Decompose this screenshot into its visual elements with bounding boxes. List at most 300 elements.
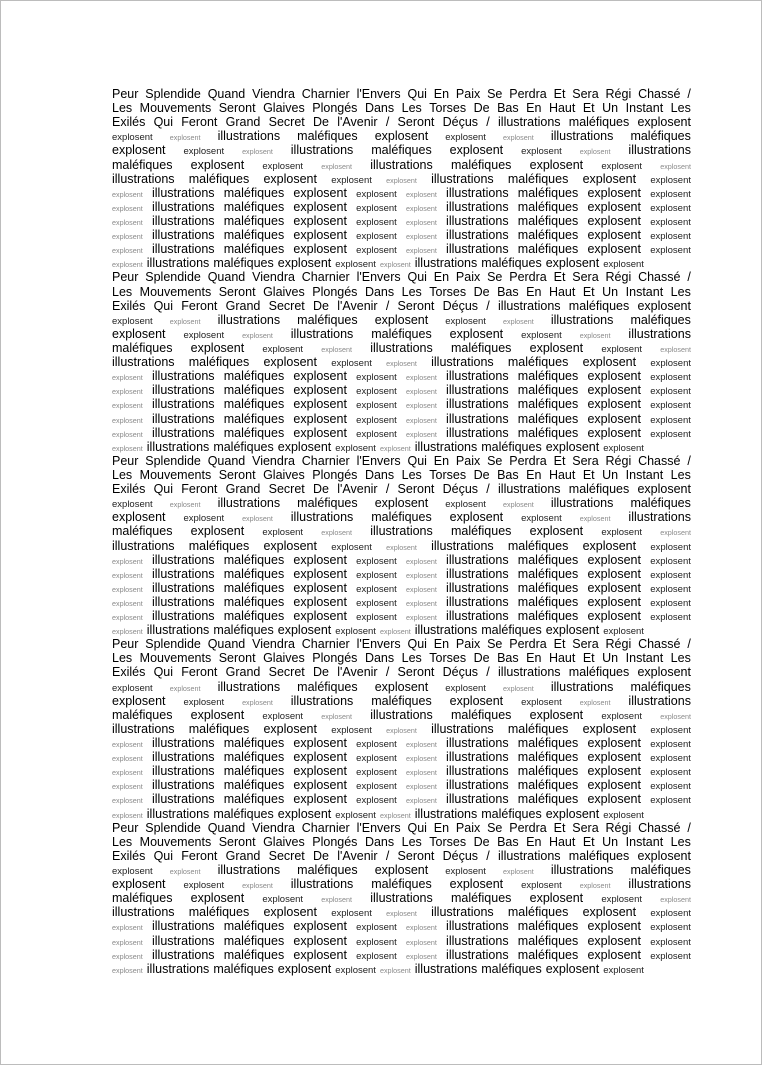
word-explosent: explosent [587, 792, 641, 807]
verse-line [112, 101, 691, 115]
verse-word: Plongés [312, 834, 358, 849]
word-malefiques: maléfiques [450, 891, 512, 906]
verse-line [112, 651, 691, 665]
word-explosent: explosent [112, 937, 143, 947]
verse-word: Glaives [263, 284, 305, 299]
pattern-line [112, 228, 691, 242]
word-malefiques: maléfiques [223, 933, 285, 948]
pattern-line [112, 905, 691, 919]
verse-word: Régi [605, 270, 632, 285]
verse-word: Quand [207, 820, 246, 835]
verse-word: Un [602, 467, 619, 482]
verse-word: l'Avenir [337, 482, 378, 497]
word-explosent: explosent [587, 778, 641, 793]
verse-word: Plongés [312, 284, 358, 299]
verse-word: explosent [637, 665, 691, 680]
word-explosent: explosent [293, 792, 347, 807]
word-explosent: explosent [650, 372, 691, 384]
word-illustrations: illustrations [217, 863, 281, 878]
pattern-line [112, 891, 691, 905]
verse-word: Dans [364, 101, 395, 116]
word-illustrations: illustrations [152, 580, 215, 595]
word-illustrations: illustrations [370, 157, 433, 172]
verse-word: Déçus [442, 298, 479, 313]
verse-line [112, 285, 691, 299]
word-illustrations: illustrations [290, 326, 354, 341]
word-malefiques: maléfiques [517, 594, 579, 609]
verse-word: Seront [397, 482, 435, 497]
word-illustrations: illustrations [217, 129, 281, 144]
word-malefiques: maléfiques [517, 736, 579, 751]
word-malefiques: maléfiques [507, 538, 569, 553]
word-malefiques: maléfiques [223, 242, 285, 257]
verse-word: Qui [407, 270, 427, 285]
word-explosent: explosent [650, 386, 691, 398]
word-illustrations: illustrations [431, 721, 494, 736]
word-explosent: explosent [650, 936, 691, 948]
word-explosent: explosent [190, 891, 245, 906]
verse-word: Seront [218, 834, 256, 849]
word-explosent: explosent [262, 527, 304, 539]
word-illustrations: illustrations [152, 397, 215, 412]
word-explosent: explosent [331, 358, 372, 370]
verse-word: En [433, 453, 450, 468]
word-explosent: explosent [356, 922, 397, 934]
word-explosent: explosent [650, 597, 691, 609]
verse-word: Se [487, 453, 503, 468]
verse-word: Seront [397, 298, 435, 313]
verse-word: Qui [407, 637, 427, 652]
word-explosent: explosent [331, 541, 372, 553]
verse-word: / [486, 665, 490, 680]
verse-word: Feront [181, 665, 218, 680]
word-explosent: explosent [650, 414, 691, 426]
word-illustrations: illustrations [446, 383, 509, 398]
verse-word: Paix [455, 270, 481, 285]
word-malefiques: maléfiques [517, 566, 579, 581]
verse-word: Peur [112, 820, 139, 835]
word-malefiques: maléfiques [371, 877, 432, 892]
word-malefiques: maléfiques [188, 905, 250, 920]
word-explosent: explosent [650, 555, 691, 567]
verse-word: Régi [605, 820, 632, 835]
word-illustrations: illustrations [550, 863, 614, 878]
word-explosent: explosent [183, 146, 225, 158]
verse-word: Splendide [145, 270, 201, 285]
word-malefiques: maléfiques [223, 552, 285, 567]
word-explosent: explosent [406, 584, 437, 594]
word-illustrations: illustrations [217, 679, 281, 694]
word-explosent: explosent [277, 439, 332, 454]
word-malefiques: maléfiques [112, 707, 173, 722]
pattern-line [112, 242, 691, 256]
verse-word: Exilés [112, 482, 146, 497]
verse-word: Les [401, 101, 422, 116]
word-explosent: explosent [190, 157, 245, 172]
word-explosent: explosent [112, 499, 153, 511]
pattern-line [112, 539, 691, 553]
word-illustrations: illustrations [290, 143, 354, 158]
verse-word: Les [112, 467, 133, 482]
word-explosent: explosent [331, 174, 372, 186]
word-explosent: explosent [545, 806, 600, 821]
word-malefiques: maléfiques [481, 806, 542, 821]
word-malefiques: maléfiques [297, 679, 358, 694]
word-explosent: explosent [112, 693, 166, 708]
word-malefiques: maléfiques [371, 143, 432, 158]
pattern-line [112, 863, 691, 877]
word-explosent: explosent [582, 538, 637, 553]
word-explosent: explosent [545, 961, 600, 976]
word-explosent: explosent [406, 937, 437, 947]
verse-word: Et [582, 101, 595, 116]
verse-word: Feront [181, 482, 218, 497]
pattern-line [112, 186, 691, 200]
word-explosent: explosent [356, 372, 397, 384]
verse-word: Viendra [252, 820, 295, 835]
word-explosent: explosent [660, 528, 691, 538]
verse-word: / [486, 115, 490, 130]
verse-word: Et [553, 453, 566, 468]
word-malefiques: maléfiques [213, 256, 274, 271]
word-malefiques: maléfiques [223, 199, 285, 214]
word-explosent: explosent [587, 242, 641, 257]
verse-word: Les [670, 651, 691, 666]
pattern-line [112, 792, 691, 806]
word-explosent: explosent [587, 750, 641, 765]
verse-word: Splendide [145, 637, 201, 652]
word-explosent: explosent [331, 724, 372, 736]
verse-word: Haut [548, 467, 576, 482]
word-explosent: explosent [356, 950, 397, 962]
verse-word: Peur [112, 453, 139, 468]
word-explosent: explosent [603, 809, 644, 821]
word-illustrations: illustrations [628, 326, 691, 341]
word-explosent: explosent [406, 796, 437, 806]
word-illustrations: illustrations [290, 877, 354, 892]
word-explosent: explosent [321, 528, 353, 538]
word-illustrations: illustrations [370, 524, 433, 539]
word-illustrations: illustrations [446, 566, 509, 581]
word-explosent: explosent [601, 527, 643, 539]
word-explosent: explosent [356, 612, 397, 624]
word-explosent: explosent [386, 359, 417, 369]
verse-word: illustrations [498, 115, 561, 130]
word-explosent: explosent [293, 764, 347, 779]
word-malefiques: maléfiques [223, 369, 285, 384]
word-explosent: explosent [406, 203, 437, 213]
pattern-line [112, 609, 691, 623]
word-illustrations: illustrations [152, 750, 215, 765]
word-illustrations: illustrations [112, 905, 175, 920]
verse-word: Bas [497, 467, 519, 482]
verse-word: De [313, 115, 329, 130]
verse-word: En [526, 834, 542, 849]
word-explosent: explosent [587, 425, 641, 440]
pattern-line [112, 623, 691, 637]
word-explosent: explosent [356, 739, 397, 751]
verse-word: / [486, 848, 490, 863]
verse-line [112, 270, 691, 284]
verse-word: Mouvements [139, 101, 212, 116]
verse-word: Quand [207, 637, 246, 652]
word-explosent: explosent [386, 175, 417, 185]
word-explosent: explosent [263, 355, 317, 370]
pattern-line [112, 172, 691, 186]
word-malefiques: maléfiques [517, 199, 579, 214]
pattern-line [112, 383, 691, 397]
word-explosent: explosent [650, 428, 691, 440]
word-explosent: explosent [112, 203, 143, 213]
word-explosent: explosent [169, 500, 201, 510]
word-explosent: explosent [242, 697, 273, 707]
word-illustrations: illustrations [152, 228, 215, 243]
word-illustrations: illustrations [550, 312, 614, 327]
word-explosent: explosent [406, 387, 437, 397]
word-explosent: explosent [650, 908, 691, 920]
word-explosent: explosent [263, 171, 317, 186]
verse-word: Régi [605, 453, 632, 468]
word-malefiques: maléfiques [517, 580, 579, 595]
pattern-line [112, 341, 691, 355]
word-explosent: explosent [650, 541, 691, 553]
verse-word: De [473, 284, 490, 299]
verse-word: Viendra [252, 637, 295, 652]
verse-word: / [687, 87, 691, 101]
word-explosent: explosent [582, 905, 637, 920]
word-explosent: explosent [587, 397, 641, 412]
word-explosent: explosent [112, 401, 143, 411]
verse-word: Glaives [263, 834, 305, 849]
word-illustrations: illustrations [628, 693, 691, 708]
word-explosent: explosent [650, 188, 691, 200]
word-malefiques: maléfiques [112, 157, 173, 172]
verse-word: Les [401, 284, 422, 299]
word-explosent: explosent [293, 242, 347, 257]
pattern-line [112, 524, 691, 538]
word-explosent: explosent [356, 795, 397, 807]
verse-word: Feront [181, 298, 218, 313]
word-illustrations: illustrations [446, 947, 509, 962]
verse-word: Mouvements [139, 467, 212, 482]
word-illustrations: illustrations [152, 594, 215, 609]
word-malefiques: maléfiques [223, 185, 285, 200]
verse-word: Secret [268, 482, 305, 497]
verse-word: Un [602, 834, 619, 849]
word-explosent: explosent [406, 217, 437, 227]
word-explosent: explosent [112, 443, 143, 453]
pattern-line [112, 722, 691, 736]
word-malefiques: maléfiques [630, 496, 691, 511]
word-explosent: explosent [386, 725, 417, 735]
word-explosent: explosent [112, 373, 143, 383]
word-explosent: explosent [587, 199, 641, 214]
word-illustrations: illustrations [152, 736, 215, 751]
word-illustrations: illustrations [628, 510, 691, 525]
verse-word: Se [487, 87, 503, 101]
word-illustrations: illustrations [446, 552, 509, 567]
word-explosent: explosent [293, 552, 347, 567]
word-explosent: explosent [650, 795, 691, 807]
word-explosent: explosent [293, 594, 347, 609]
word-explosent: explosent [379, 965, 411, 975]
word-explosent: explosent [406, 570, 437, 580]
verse-word: De [473, 467, 490, 482]
word-malefiques: maléfiques [630, 129, 691, 144]
word-explosent: explosent [112, 387, 143, 397]
word-illustrations: illustrations [446, 792, 509, 807]
word-malefiques: maléfiques [517, 750, 579, 765]
word-explosent: explosent [293, 397, 347, 412]
word-explosent: explosent [183, 513, 225, 525]
word-explosent: explosent [406, 415, 437, 425]
word-malefiques: maléfiques [517, 185, 579, 200]
word-illustrations: illustrations [152, 778, 215, 793]
word-explosent: explosent [374, 312, 429, 327]
word-explosent: explosent [277, 806, 332, 821]
verse-word: Qui [407, 453, 427, 468]
verse-word: Perdra [509, 270, 547, 285]
word-explosent: explosent [169, 133, 201, 143]
verse-word: Feront [181, 848, 218, 863]
word-explosent: explosent [406, 232, 437, 242]
word-malefiques: maléfiques [297, 496, 358, 511]
verse-line [112, 637, 691, 651]
verse-word: De [313, 482, 329, 497]
word-explosent: explosent [449, 326, 504, 341]
word-illustrations: illustrations [152, 242, 215, 257]
verse-word: / [687, 820, 691, 835]
word-illustrations: illustrations [152, 609, 215, 624]
verse-word: Et [582, 651, 595, 666]
word-explosent: explosent [529, 157, 584, 172]
pattern-line [112, 934, 691, 948]
word-explosent: explosent [529, 891, 584, 906]
word-explosent: explosent [650, 612, 691, 624]
word-explosent: explosent [277, 961, 332, 976]
word-explosent: explosent [601, 710, 643, 722]
word-explosent: explosent [242, 881, 273, 891]
word-explosent: explosent [293, 199, 347, 214]
pattern-line [112, 877, 691, 891]
word-illustrations: illustrations [628, 877, 691, 892]
word-malefiques: maléfiques [223, 919, 285, 934]
word-malefiques: maléfiques [507, 171, 569, 186]
word-explosent: explosent [449, 510, 504, 525]
word-explosent: explosent [293, 580, 347, 595]
word-explosent: explosent [356, 428, 397, 440]
word-explosent: explosent [406, 429, 437, 439]
word-malefiques: maléfiques [223, 609, 285, 624]
word-malefiques: maléfiques [223, 580, 285, 595]
verse-line [112, 468, 691, 482]
word-explosent: explosent [356, 936, 397, 948]
word-explosent: explosent [169, 867, 201, 877]
verse-word: Mouvements [139, 284, 212, 299]
word-explosent: explosent [356, 188, 397, 200]
word-malefiques: maléfiques [188, 721, 250, 736]
verse-word: Paix [455, 453, 481, 468]
verse-word: Mouvements [139, 651, 212, 666]
word-illustrations: illustrations [446, 594, 509, 609]
verse-word: Un [602, 284, 619, 299]
pattern-line [112, 764, 691, 778]
verse-word: En [526, 284, 542, 299]
pattern-line [112, 510, 691, 524]
verse-word: Chassé [638, 87, 681, 101]
verse-word: l'Envers [356, 87, 401, 101]
word-explosent: explosent [650, 922, 691, 934]
verse-word: Secret [268, 665, 305, 680]
word-explosent: explosent [169, 683, 201, 693]
verse-word: Glaives [263, 101, 305, 116]
word-illustrations: illustrations [370, 707, 433, 722]
word-explosent: explosent [406, 754, 437, 764]
word-malefiques: maléfiques [517, 933, 579, 948]
word-explosent: explosent [521, 329, 562, 341]
word-explosent: explosent [650, 358, 691, 370]
verse-word: Haut [548, 651, 576, 666]
word-explosent: explosent [660, 895, 691, 905]
verse-word: l'Avenir [337, 665, 378, 680]
word-explosent: explosent [579, 147, 611, 157]
word-explosent: explosent [112, 613, 143, 623]
verse-word: Qui [153, 848, 174, 863]
verse-word: illustrations [498, 848, 561, 863]
word-explosent: explosent [587, 383, 641, 398]
word-malefiques: maléfiques [517, 411, 579, 426]
verse-word: Se [487, 270, 503, 285]
verse-word: Charnier [301, 270, 350, 285]
word-explosent: explosent [587, 552, 641, 567]
word-illustrations: illustrations [152, 383, 215, 398]
verse-word: Et [553, 820, 566, 835]
word-illustrations: illustrations [414, 806, 478, 821]
word-explosent: explosent [356, 753, 397, 765]
word-explosent: explosent [406, 951, 437, 961]
word-illustrations: illustrations [446, 778, 509, 793]
verse-word: Seront [397, 115, 435, 130]
verse-word: Perdra [509, 637, 547, 652]
word-malefiques: maléfiques [371, 510, 432, 525]
verse-line [112, 665, 691, 679]
word-explosent: explosent [603, 442, 644, 454]
verse-word: Et [582, 467, 595, 482]
word-explosent: explosent [579, 514, 611, 524]
word-illustrations: illustrations [446, 933, 509, 948]
verse-word: l'Avenir [337, 298, 378, 313]
word-explosent: explosent [587, 228, 641, 243]
word-explosent: explosent [379, 627, 411, 637]
verse-word: Plongés [312, 467, 358, 482]
word-malefiques: maléfiques [223, 594, 285, 609]
verse-word: Haut [548, 834, 576, 849]
word-explosent: explosent [293, 213, 347, 228]
verse-word: Quand [207, 270, 246, 285]
word-explosent: explosent [183, 696, 225, 708]
verse-word: Et [553, 637, 566, 652]
word-explosent: explosent [356, 216, 397, 228]
word-explosent: explosent [650, 216, 691, 228]
verse-word: Dans [364, 467, 395, 482]
word-malefiques: maléfiques [517, 947, 579, 962]
word-malefiques: maléfiques [507, 355, 569, 370]
word-illustrations: illustrations [446, 369, 509, 384]
verse-word: Exilés [112, 848, 146, 863]
word-explosent: explosent [529, 340, 584, 355]
word-explosent: explosent [374, 129, 429, 144]
word-explosent: explosent [650, 767, 691, 779]
